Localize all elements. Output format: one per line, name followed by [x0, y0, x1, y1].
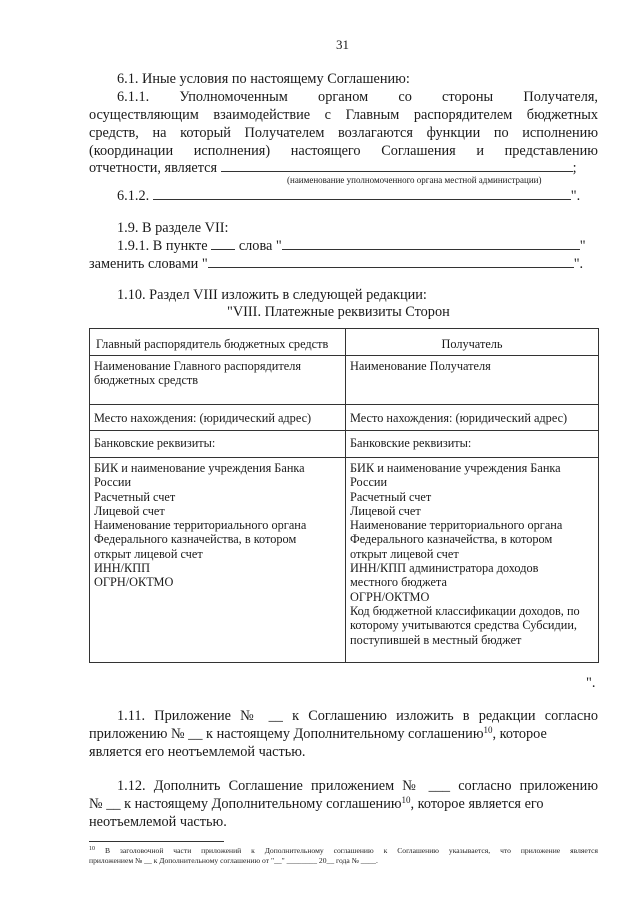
cell-line: бюджетных средств: [94, 373, 199, 388]
section-1-11-tail: , которое: [492, 726, 547, 742]
cell-line: поступившей в местный бюджет: [350, 632, 522, 647]
cell-line: открыт лицевой счет: [94, 546, 203, 561]
new-words-blank: [208, 255, 574, 268]
words-label: слова ": [238, 238, 282, 254]
footnote-ref-1-11: 10: [483, 725, 493, 735]
section-1-11-line-3: является его неотъемлемой частью.: [89, 744, 306, 760]
section-1-12-text: № __ к настоящему Дополнительному соглашению: [89, 796, 402, 812]
cell-line: местного бюджета: [350, 575, 447, 590]
cell-left: [90, 405, 346, 431]
cell-line: Наименование территориального органа: [350, 518, 563, 533]
old-words-blank: [282, 237, 580, 250]
table-header-row: [90, 329, 599, 356]
clause-label: 1.9.1. В пункте: [117, 238, 208, 254]
cell-right: [346, 431, 599, 458]
cell-line: Место нахождения: (юридический адрес): [94, 411, 312, 425]
cell-line: Код бюджетной классификации доходов, по: [350, 603, 580, 618]
authorized-body-blank: [221, 159, 573, 172]
closing-quote-6-1-2: ".: [570, 188, 581, 204]
cell-line: ОГРН/ОКТМО: [94, 575, 174, 590]
cell-line: России: [350, 475, 388, 490]
cell-right: [346, 458, 599, 663]
cell-line: Наименование Главного распорядителя: [94, 359, 302, 373]
table-row: [90, 431, 599, 458]
cell-line: БИК и наименование учреждения Банка: [350, 461, 561, 475]
header-chief-administrator: Главный распорядитель бюджетных средств: [90, 329, 346, 356]
page-number: 31: [336, 37, 349, 52]
cell-line: Расчетный счет: [350, 489, 432, 504]
cell-line: Лицевой счет: [350, 503, 421, 518]
section-1-9-heading: 1.9. В разделе VII:: [117, 220, 229, 236]
section-6-1-heading: 6.1. Иные условия по настоящему Соглашению:: [117, 71, 410, 87]
section-1-10-heading: 1.10. Раздел VIII изложить в следующей редакции:: [117, 287, 427, 303]
table-row: [90, 405, 599, 431]
table-row: [90, 356, 599, 405]
cell-line: ИНН/КПП администратора доходов: [350, 561, 539, 576]
footnote-ref-1-12: 10: [401, 795, 411, 805]
cell-line: Банковские реквизиты:: [350, 436, 472, 450]
cell-line: БИК и наименование учреждения Банка: [94, 461, 305, 475]
closing-quote-1: ": [579, 238, 586, 254]
section-1-11-text: приложению № __ к настоящему Дополнительному соглашению: [89, 726, 484, 742]
cell-line: ОГРН/ОКТМО: [350, 589, 430, 604]
cell-line: Наименование Получателя: [350, 359, 491, 373]
cell-line: России: [94, 475, 132, 490]
table-closing-quote: ".: [586, 675, 596, 691]
section-viii-title: "VIII. Платежные реквизиты Сторон: [227, 304, 450, 320]
cell-right: [346, 405, 599, 431]
cell-line: Федерального казначейства, в котором: [94, 532, 297, 547]
section-6-1-1-line-5: [89, 159, 577, 176]
cell-left: [90, 431, 346, 458]
footnote-text-1: В заголовочной части приложений к Дополнительному соглашению к Соглашению указывается, что приложение является: [104, 846, 598, 855]
section-1-9-1-line-1: [117, 237, 586, 254]
semicolon: ;: [572, 160, 577, 176]
section-1-11-line-1: 1.11. Приложение № __ к Соглашению изложить в редакции согласно: [117, 708, 598, 724]
reporting-label: отчетности, является: [89, 160, 218, 176]
section-6-1-1-line-3: средств, на который Получателем возлагаются функции по исполнению: [89, 125, 598, 141]
table-row: [90, 458, 599, 663]
clause-number-blank: [211, 237, 235, 250]
section-1-9-1-line-2: [89, 255, 583, 272]
cell-line: Банковские реквизиты:: [94, 436, 216, 450]
cell-line: ИНН/КПП: [94, 561, 151, 576]
section-6-1-2-blank: [153, 187, 571, 200]
cell-line: Федерального казначейства, в котором: [350, 532, 553, 547]
section-6-1-1-line-2: осуществляющим взаимодействие с Главным распорядителем бюджетных: [89, 107, 598, 123]
header-recipient: Получатель: [346, 329, 599, 356]
cell-line: открыт лицевой счет: [350, 546, 459, 561]
closing-quote-2: ".: [573, 256, 584, 272]
cell-left: [90, 356, 346, 405]
footnote-line-1: [89, 846, 598, 856]
cell-line: которому учитываются средства Субсидии,: [350, 618, 577, 633]
cell-line: Наименование территориального органа: [94, 518, 307, 533]
section-1-12-line-2: [89, 796, 544, 812]
section-1-12-line-3: неотъемлемой частью.: [89, 814, 227, 830]
cell-right: [346, 356, 599, 405]
section-6-1-1-line-4: (координации исполнения) настоящего Соглашения и представлению: [89, 143, 598, 159]
section-6-1-1-line-1: 6.1.1. Уполномоченным органом со стороны Получателя,: [117, 89, 598, 105]
replace-label: заменить словами ": [89, 256, 208, 272]
payment-requisites-table: [89, 328, 599, 663]
cell-left: [90, 458, 346, 663]
cell-line: Лицевой счет: [94, 503, 165, 518]
footnote-mark: 10: [89, 846, 95, 852]
section-6-1-2-line: [117, 187, 580, 204]
footnote-separator: [89, 841, 224, 842]
footnote-line-2: приложением № __ к Дополнительному соглашению от "__" ________ 20__ года № ____.: [89, 856, 378, 865]
cell-line: Расчетный счет: [94, 489, 176, 504]
section-1-12-line-1: 1.12. Дополнить Соглашение приложением № ___ согласно приложению: [117, 778, 598, 794]
section-1-11-line-2: [89, 726, 547, 742]
section-6-1-2-number: 6.1.2.: [117, 188, 150, 204]
cell-line: Место нахождения: (юридический адрес): [350, 411, 568, 425]
authorized-body-caption: (наименование уполномоченного органа местной администрации): [287, 175, 542, 185]
section-1-12-tail: , которое является его: [410, 796, 544, 812]
